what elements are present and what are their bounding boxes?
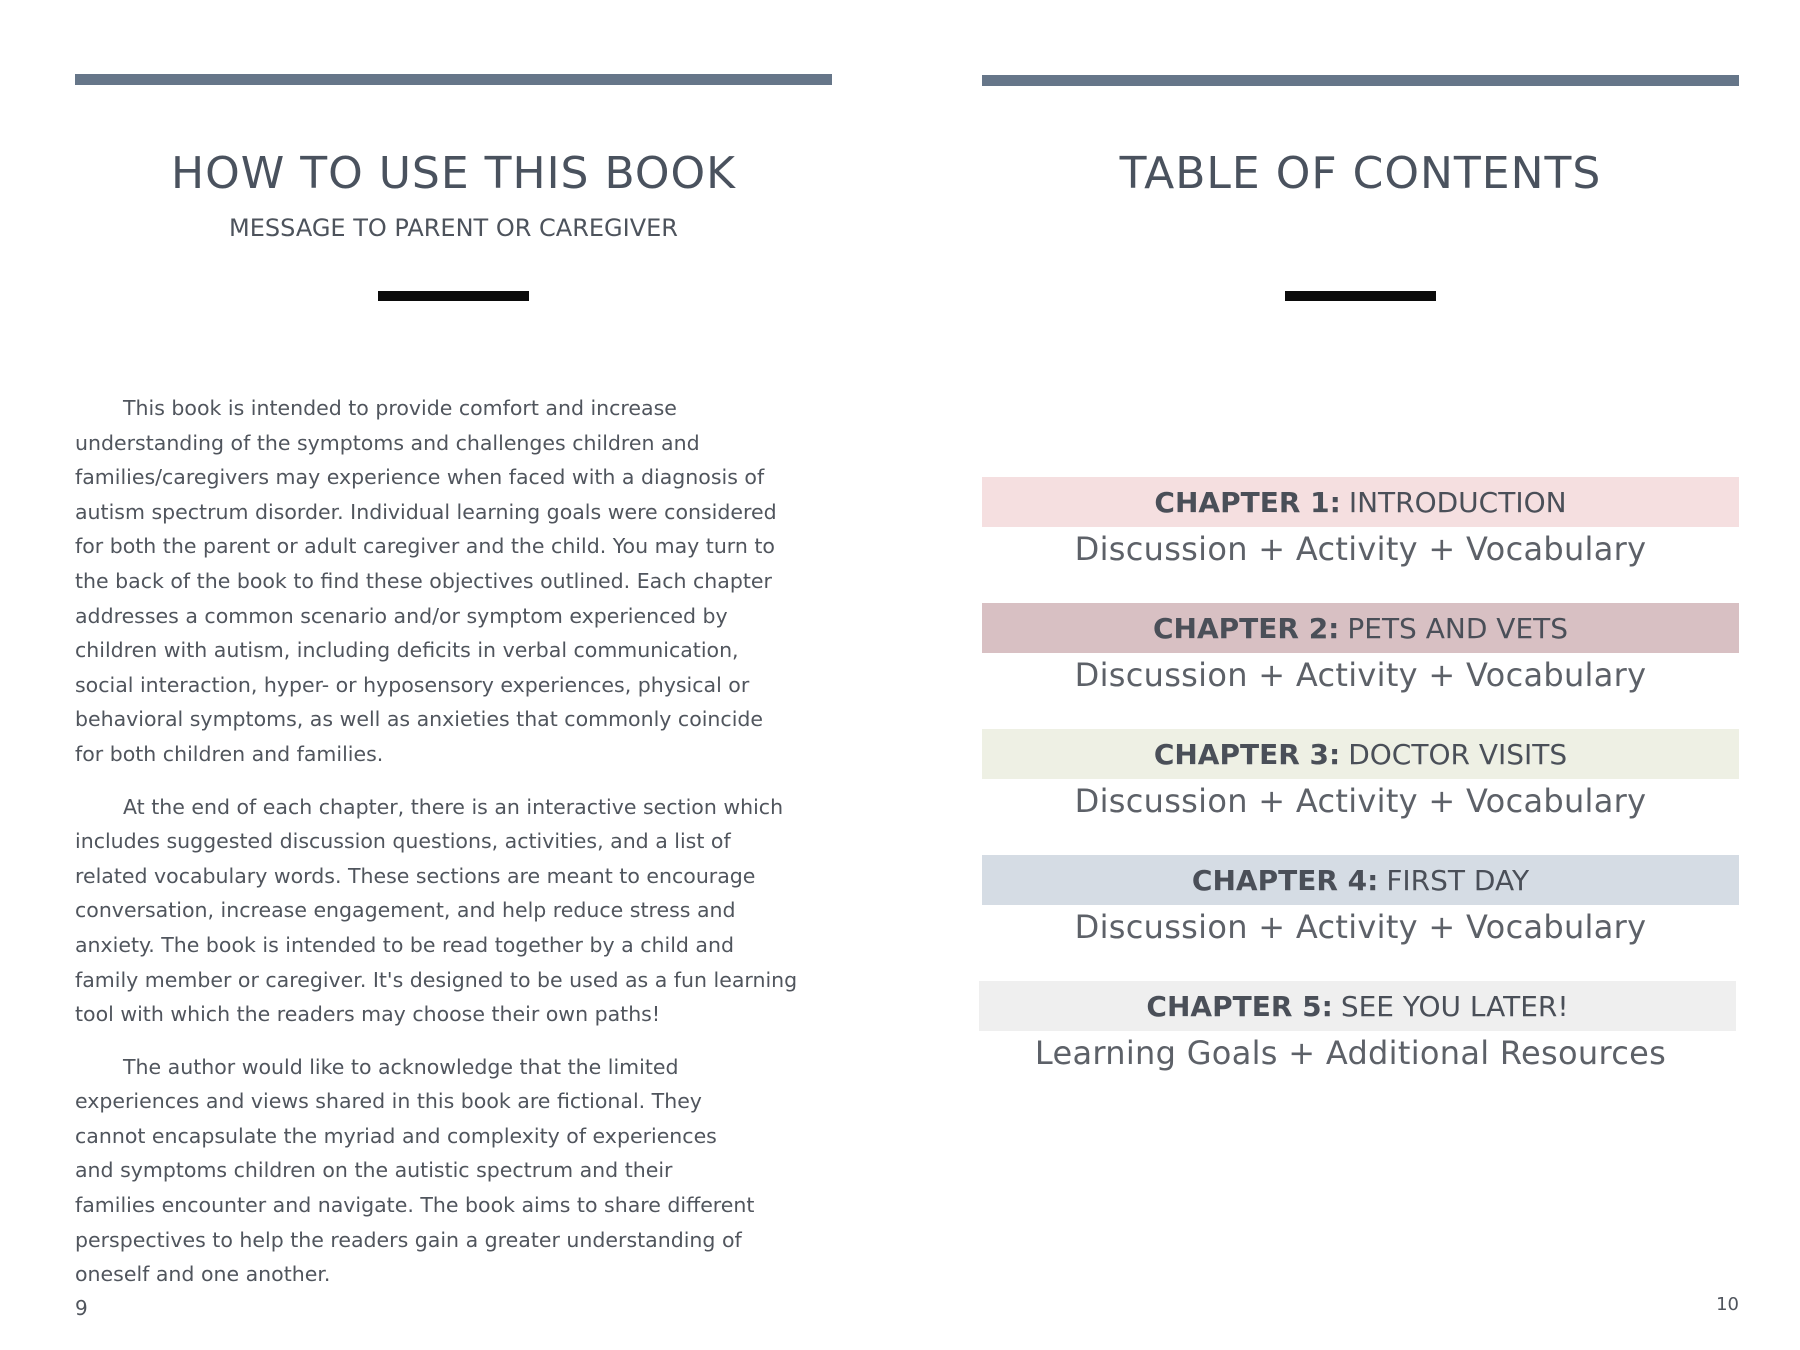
paragraph: The author would like to acknowledge that the limited experiences and views shared in this book are fictional. They cannot encapsulate the myriad and complexity of experiences and symptoms children on the autistic spectrum and their families encounter and navigate. The book aims to share different perspectives to help the readers gain a greater understanding of oneself and one another. — [75, 1054, 755, 1287]
chapter-number: CHAPTER 4: — [1191, 863, 1379, 897]
chapter-band — [982, 855, 1739, 905]
toc-entry[interactable] — [982, 603, 1739, 729]
chapter-title: DOCTOR VISITS — [1348, 737, 1568, 771]
page-number: 9 — [75, 1296, 88, 1320]
toc-entry[interactable] — [982, 855, 1739, 981]
right-page — [982, 0, 1739, 1350]
body-text — [75, 391, 832, 1310]
page-title: TABLE OF CONTENTS — [1119, 148, 1602, 199]
top-rule — [75, 74, 832, 85]
paragraph: This book is intended to provide comfort and increase understanding of the symptoms and challenges children and families/caregivers may experience when faced with a diagnosis of autism spectrum disorder. Individual learning goals were considered for both the parent or adult caregiver and the child. You may turn to the back of the book to find these objectives outlined. Each chapter addresses a common scenario and/or symptom experienced by children with autism, including deficits in verbal communication, social interaction, hyper- or hyposensory experiences, physical or behavioral symptoms, as well as anxieties that commonly coincide for both children and families. — [75, 396, 777, 766]
title-divider — [1285, 291, 1436, 301]
title-divider — [378, 291, 529, 301]
chapter-band — [982, 729, 1739, 779]
chapter-description: Discussion + Activity + Vocabulary — [1074, 782, 1647, 820]
table-of-contents — [982, 477, 1739, 1107]
left-page — [75, 0, 832, 1350]
top-rule — [982, 75, 1739, 86]
page-number: 10 — [1716, 1294, 1739, 1315]
toc-entry[interactable] — [982, 477, 1739, 603]
chapter-title: PETS AND VETS — [1347, 611, 1569, 645]
chapter-band — [979, 981, 1736, 1031]
chapter-number: CHAPTER 5: — [1146, 989, 1333, 1023]
chapter-number: CHAPTER 3: — [1153, 737, 1341, 771]
chapter-number: CHAPTER 2: — [1152, 611, 1340, 645]
page-title: HOW TO USE THIS BOOK — [170, 148, 736, 199]
chapter-description: Learning Goals + Additional Resources — [1034, 1034, 1667, 1072]
chapter-description: Discussion + Activity + Vocabulary — [1074, 656, 1647, 694]
chapter-title: FIRST DAY — [1386, 863, 1530, 897]
toc-entry[interactable] — [982, 729, 1739, 855]
chapter-title: SEE YOU LATER! — [1340, 989, 1569, 1023]
toc-entry[interactable] — [982, 981, 1739, 1107]
chapter-band — [982, 477, 1739, 527]
chapter-band — [982, 603, 1739, 653]
chapter-number: CHAPTER 1: — [1154, 485, 1341, 519]
page-subtitle: MESSAGE TO PARENT OR CAREGIVER — [229, 214, 678, 242]
chapter-description: Discussion + Activity + Vocabulary — [1074, 908, 1647, 946]
paragraph: At the end of each chapter, there is an interactive section which includes suggested discussion questions, activities, and a list of related vocabulary words. These sections are meant to encourage conversation, increase engagement, and help reduce stress and anxiety. The book is intended to be read together by a child and family member or caregiver. It's designed to be used as a fun learning tool with which the readers may choose their own paths! — [75, 794, 798, 1027]
chapter-title: INTRODUCTION — [1348, 485, 1567, 519]
chapter-description: Discussion + Activity + Vocabulary — [1074, 530, 1647, 568]
